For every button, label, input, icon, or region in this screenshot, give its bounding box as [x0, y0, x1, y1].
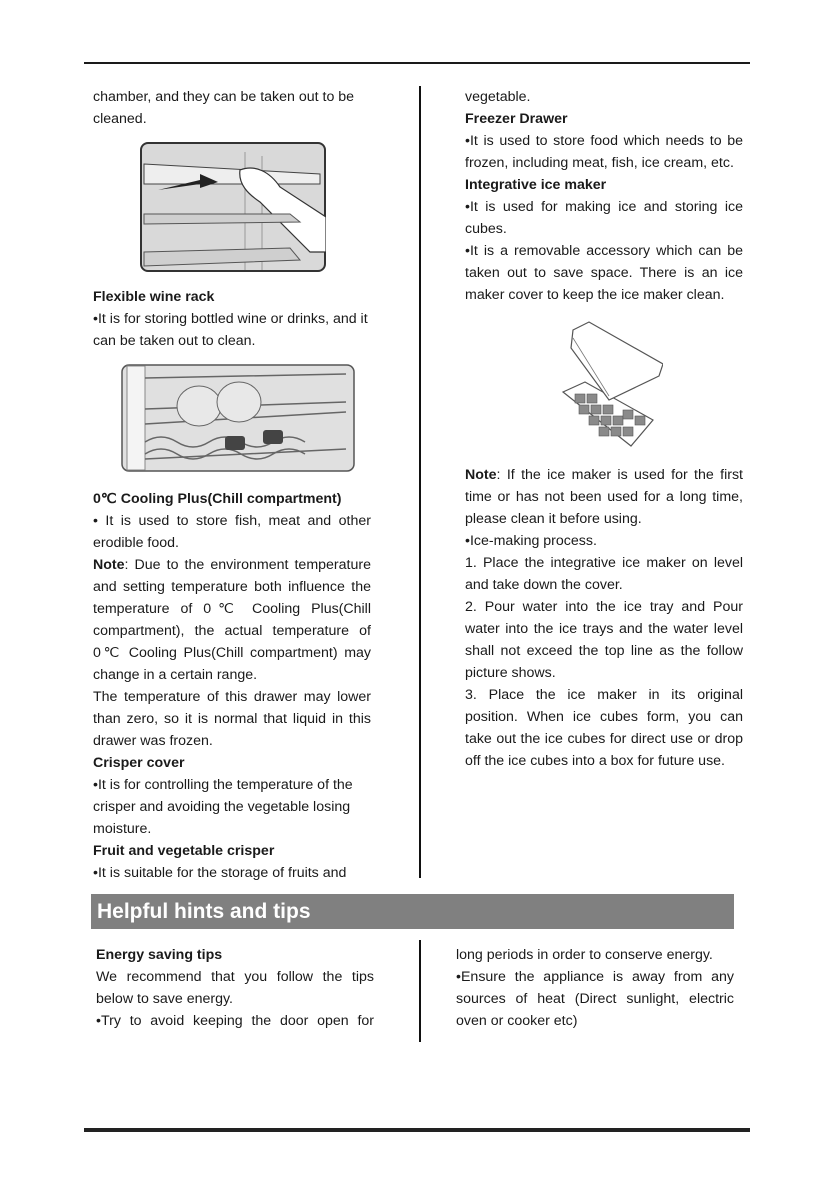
ice-tray-illustration [553, 320, 663, 450]
ice-maker-bullet-2: •It is a removable accessory which can be taken out to save space. There is an ice maker cover to keep the ice maker clean. [465, 243, 743, 303]
crisper-cover-heading: Crisper cover [93, 755, 185, 771]
crisper-heading: Fruit and vegetable crisper [93, 843, 275, 859]
note-text: : Due to the environment temperature and setting temperature both influence the temperature of 0℃ Cooling Plus(Chill compartment), the actual temperature of 0℃ Cooling Plus(Chill compartment) may change in a certain range. [93, 557, 371, 683]
wine-rack-heading: Flexible wine rack [93, 289, 215, 305]
step-2: 2. Pour water into the ice tray and Pour water into the ice trays and the water level shall not exceed the top line as the follow picture shows. [465, 599, 743, 681]
step-3: 3. Place the ice maker in its original position. When ice cubes form, you can take out the ice cubes for direct use or drop off the ice cubes into a box for future use. [465, 687, 743, 769]
freezer-drawer-description: •It is used to store food which needs to be frozen, including meat, fish, ice cream, etc. [465, 133, 743, 171]
intro-text: chamber, and they can be taken out to be cleaned. [93, 89, 355, 127]
ice-making-process: •Ice-making process. [465, 533, 597, 549]
step-1: 1. Place the integrative ice maker on level and take down the cover. [465, 555, 743, 593]
column-divider [419, 86, 421, 878]
energy-tip-door: •Try to avoid keeping the door open for [96, 1013, 374, 1029]
chill-extra-text: The temperature of this drawer may lower than zero, so it is normal that liquid in this drawer was frozen. [93, 689, 371, 749]
ice-maker-bullet-1: •It is used for making ice and storing ice cubes. [465, 199, 743, 237]
wine-rack-illustration [121, 364, 355, 472]
note-label: Note [93, 557, 125, 573]
right-column [465, 86, 743, 772]
header-rule [84, 62, 750, 64]
crisper-description: •It is suitable for the storage of fruits and [93, 865, 347, 881]
energy-tip-heat: •Ensure the appliance is away from any sources of heat (Direct sunlight, electric oven or cooker etc) [456, 969, 734, 1029]
ice-maker-note [465, 464, 743, 530]
footer-rule [84, 1128, 750, 1132]
ice-maker-heading: Integrative ice maker [465, 177, 607, 193]
continuation-text: vegetable. [465, 89, 531, 105]
tips-column-divider [419, 940, 421, 1042]
chill-compartment-description: • It is used to store fish, meat and other erodible food. [93, 513, 371, 551]
tips-right-column [456, 944, 734, 1032]
shelf-removal-illustration [140, 142, 326, 272]
tips-left-column [96, 944, 374, 1032]
section-banner: Helpful hints and tips [91, 894, 734, 929]
energy-tip-continuation: long periods in order to conserve energy. [456, 947, 713, 963]
freezer-drawer-heading: Freezer Drawer [465, 111, 568, 127]
wine-rack-description: •It is for storing bottled wine or drinks, and it can be taken out to clean. [93, 311, 368, 349]
energy-tips-heading: Energy saving tips [96, 947, 223, 963]
note-label: Note [465, 467, 497, 483]
chill-compartment-note [93, 554, 371, 686]
chill-compartment-heading: 0℃ Cooling Plus(Chill compartment) [93, 491, 342, 507]
crisper-cover-description: •It is for controlling the temperature of the crisper and avoiding the vegetable losing moisture. [93, 777, 353, 837]
note-text: : If the ice maker is used for the first time or has not been used for a long time, please clean it before using. [465, 467, 743, 527]
energy-tips-intro: We recommend that you follow the tips below to save energy. [96, 969, 374, 1007]
left-column [93, 86, 371, 884]
